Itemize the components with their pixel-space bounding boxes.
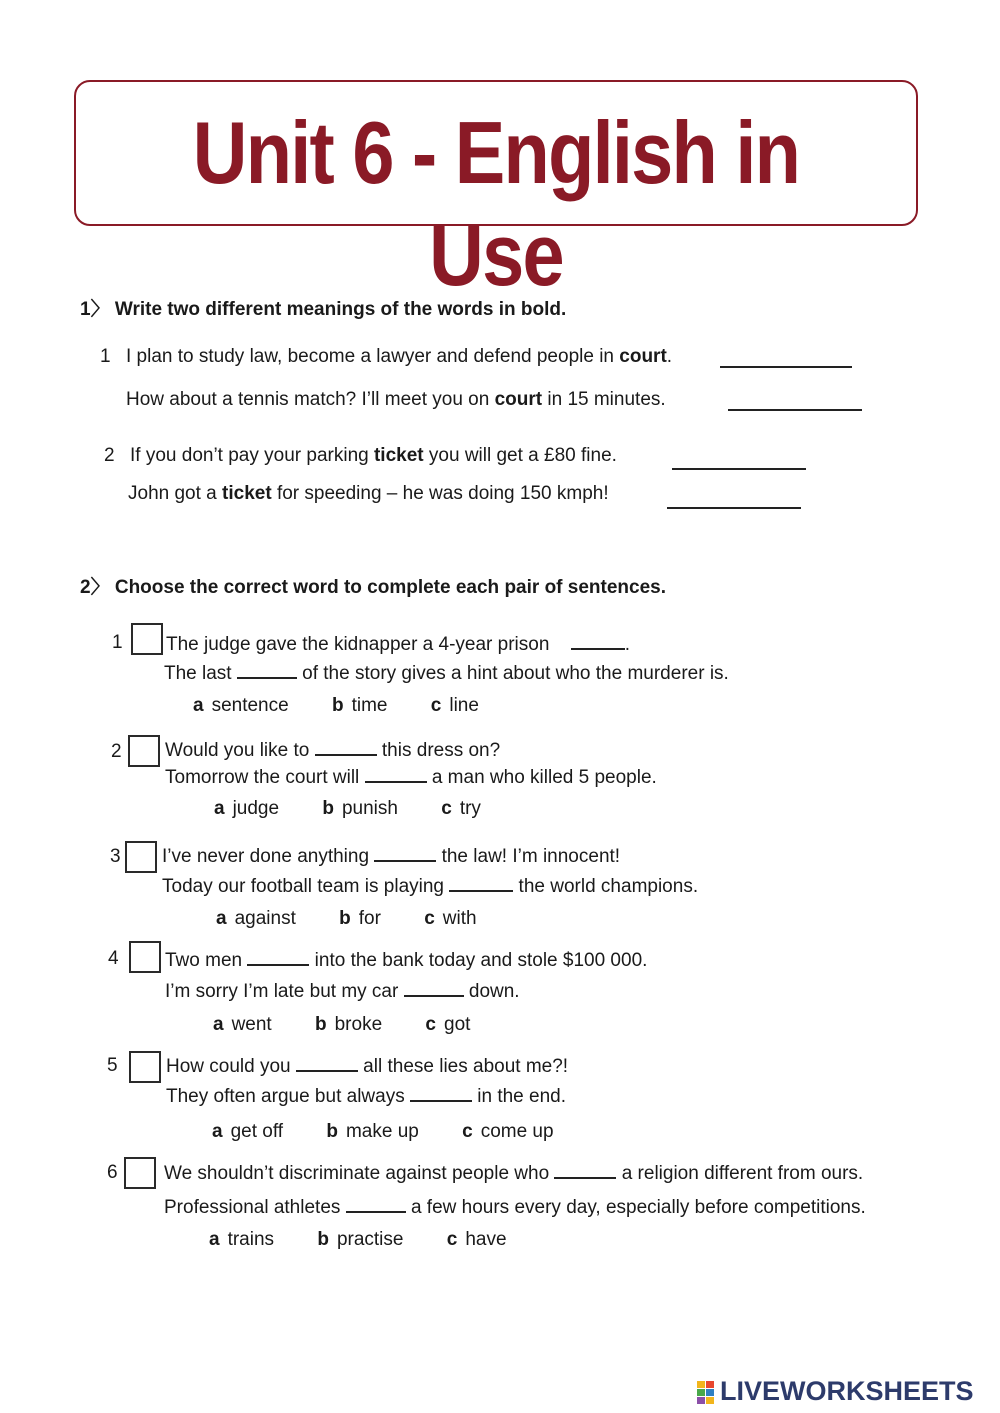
- q5-option-c: c come up: [462, 1121, 554, 1142]
- q2-option-a: a judge: [214, 798, 280, 819]
- q2-option-b: b punish: [322, 798, 398, 819]
- s1-item1-answer1[interactable]: [720, 364, 852, 368]
- section1-instruction: Write two different meanings of the words in bold.: [114, 299, 567, 320]
- q5-answer-box[interactable]: [129, 1051, 161, 1083]
- q6-option-b: b practise: [317, 1229, 404, 1250]
- section2-number: 2〉: [80, 577, 110, 598]
- q3-options: [216, 908, 477, 930]
- q5-number: 5: [107, 1055, 118, 1076]
- section1-heading: [80, 294, 566, 321]
- q4-option-b: b broke: [315, 1014, 383, 1035]
- q1-options: [193, 695, 479, 717]
- q5-options: [212, 1121, 554, 1143]
- q1-sentence2: The last of the story gives a hint about who the murderer is.: [164, 663, 729, 684]
- q6-sentence1: We shouldn’t discriminate against people who a religion different from ours.: [164, 1163, 864, 1184]
- page-title: Unit 6 - English in Use: [192, 103, 800, 304]
- title-frame: [74, 80, 918, 304]
- s1-item2-answer2[interactable]: [667, 505, 801, 509]
- s1-item2-number: 2: [104, 445, 115, 466]
- q3-option-b: b for: [339, 908, 381, 929]
- q3-number: 3: [110, 846, 121, 867]
- q2-answer-box[interactable]: [128, 735, 160, 767]
- q6-options: [209, 1229, 507, 1251]
- q3-sentence2: Today our football team is playing the world champions.: [162, 876, 699, 897]
- q3-sentence1: I’ve never done anything the law! I’m innocent!: [162, 846, 621, 867]
- section2-heading: [80, 572, 666, 599]
- q2-option-c: c try: [441, 798, 481, 819]
- s1-item1-sentence2: How about a tennis match? I’ll meet you on court in 15 minutes.: [126, 389, 666, 410]
- q2-options: [214, 798, 481, 820]
- q6-sentence2: Professional athletes a few hours every day, especially before competitions.: [164, 1197, 866, 1218]
- q6-answer-box[interactable]: [124, 1157, 156, 1189]
- section1-number: 1〉: [80, 299, 110, 320]
- q4-sentence2: I’m sorry I’m late but my car down.: [165, 981, 520, 1002]
- q4-options: [213, 1014, 470, 1036]
- q5-option-a: a get off: [212, 1121, 284, 1142]
- q2-number: 2: [111, 741, 122, 762]
- q6-number: 6: [107, 1162, 118, 1183]
- q3-option-a: a against: [216, 908, 296, 929]
- q5-sentence1: How could you all these lies about me?!: [166, 1056, 569, 1077]
- s1-item1-sentence1: I plan to study law, become a lawyer and defend people in court.: [126, 346, 673, 367]
- q1-sentence1: The judge gave the kidnapper a 4-year prison .: [166, 634, 630, 655]
- s1-item1-number: 1: [100, 346, 111, 367]
- q1-answer-box[interactable]: [131, 623, 163, 655]
- s1-item2-sentence1: If you don’t pay your parking ticket you will get a £80 fine.: [130, 445, 617, 466]
- q1-option-a: a sentence: [193, 695, 289, 716]
- liveworksheets-logo-text[interactable]: LIVEWORKSHEETS: [720, 1376, 974, 1406]
- q5-option-b: b make up: [326, 1121, 419, 1142]
- q4-option-c: c got: [425, 1014, 471, 1035]
- section2-instruction: Choose the correct word to complete each pair of sentences.: [114, 577, 666, 598]
- q1-option-b: b time: [331, 695, 388, 716]
- s1-item2-answer1[interactable]: [672, 466, 806, 470]
- q2-sentence2: Tomorrow the court will a man who killed 5 people.: [165, 767, 657, 788]
- q1-option-c: c line: [430, 695, 479, 716]
- s1-item1-answer2[interactable]: [728, 407, 862, 411]
- q6-option-c: c have: [446, 1229, 507, 1250]
- q4-answer-box[interactable]: [129, 941, 161, 973]
- q3-option-c: c with: [424, 908, 477, 929]
- q5-sentence2: They often argue but always in the end.: [166, 1086, 567, 1107]
- q4-sentence1: Two men into the bank today and stole $100 000.: [165, 950, 648, 971]
- s1-item2-sentence2: John got a ticket for speeding – he was doing 150 kmph!: [128, 483, 609, 504]
- q4-option-a: a went: [213, 1014, 272, 1035]
- q6-option-a: a trains: [209, 1229, 275, 1250]
- q3-answer-box[interactable]: [125, 841, 157, 873]
- q2-sentence1: Would you like to this dress on?: [165, 740, 501, 761]
- q1-number: 1: [112, 632, 123, 653]
- q4-number: 4: [108, 948, 119, 969]
